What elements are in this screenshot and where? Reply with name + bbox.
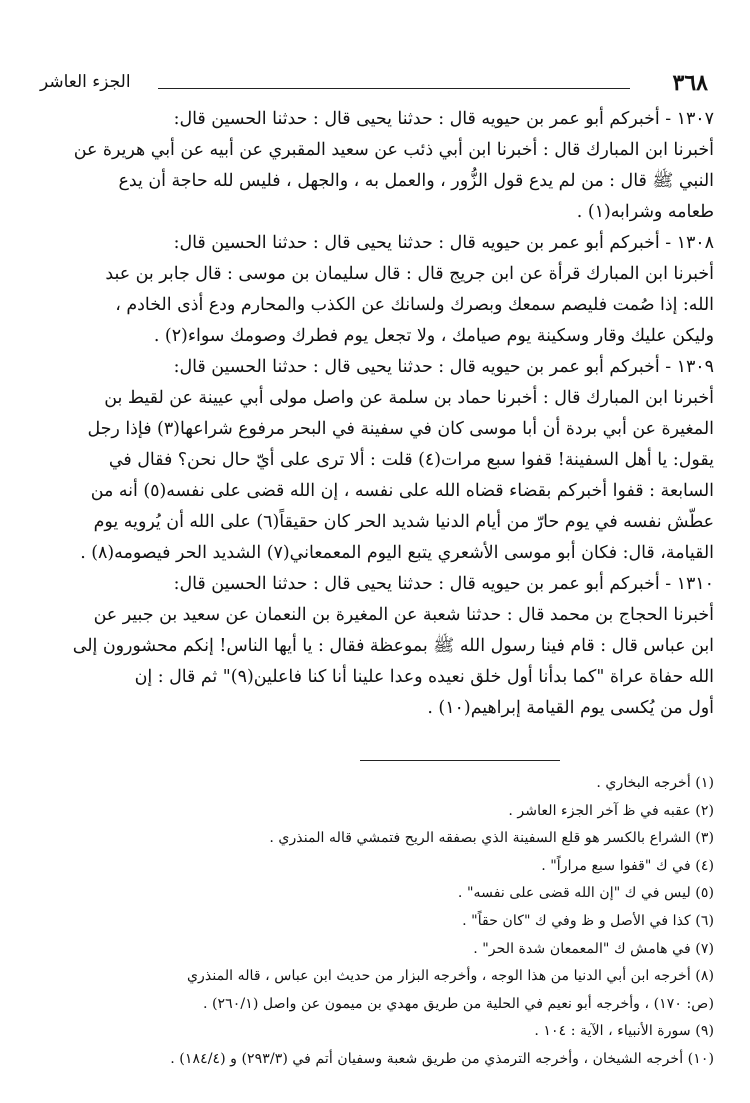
footnote: (٦) كذا في الأصل و ظ وفي ك "كان حقاً" . <box>462 912 714 929</box>
footnote: (٤) في ك "قفوا سبع مراراً" . <box>541 857 714 874</box>
hadith-line: أخبرنا ابن المبارك قرأة عن ابن جريج قال : قال سليمان بن موسى : قال جابر بن عبد <box>105 264 714 284</box>
volume-title: الجزء العاشر <box>40 72 131 92</box>
hadith-line: القيامة، قال: فكان أبو موسى الأشعري يتبع اليوم المعمعاني(٧) الشديد الحر فيصومه(٨) . <box>80 543 714 563</box>
hadith-line: ابن عباس قال : قام فينا رسول الله ﷺ بموعظة فقال : يا أيها الناس! إنكم محشورون إلى <box>72 636 714 656</box>
footnotes <box>34 770 714 1074</box>
footnote: (١٠) أخرجه الشيخان ، وأخرجه الترمذي من طريق شعبة وسفيان أتم في (٢٩٣/٣) و (١٨٤/٤) . <box>170 1050 714 1067</box>
footnote: (٣) الشراع بالكسر هو قلع السفينة الذي بصفقه الريح فتمشي قاله المنذري . <box>269 830 714 847</box>
hadith-line: النبي ﷺ قال : من لم يدع قول الزُّور ، والعمل به ، والجهل ، فليس لله حاجة أن يدع <box>118 171 714 191</box>
hadith-line: ١٣٠٧ - أخبركم أبو عمر بن حيويه قال : حدثنا يحيى قال : حدثنا الحسين قال: <box>173 109 714 129</box>
hadith-line: ١٣٠٩ - أخبركم أبو عمر بن حيويه قال : حدثنا يحيى قال : حدثنا الحسين قال: <box>173 357 714 377</box>
main-text <box>34 104 714 724</box>
running-header <box>40 70 708 102</box>
hadith-line: أخبرنا ابن المبارك قال : أخبرنا ابن أبي ذئب عن سعيد المقبري عن أبيه عن أبي هريرة عن <box>73 140 714 160</box>
hadith-line: المغيرة عن أبي بردة أن أبا موسى كان في سفينة في البحر مرفوع شراعها(٣) فإذا رجل <box>87 419 714 439</box>
hadith-line: أول من يُكسى يوم القيامة إبراهيم(١٠) . <box>427 698 714 718</box>
page-number: ٣٦٨ <box>672 70 708 96</box>
footnote: (٢) عقبه في ظ آخر الجزء العاشر . <box>508 802 714 819</box>
hadith-line: أخبرنا ابن المبارك قال : أخبرنا حماد بن سلمة عن واصل مولى أبي عيينة عن لقيط بن <box>104 388 714 408</box>
hadith-line: يقول: يا أهل السفينة! قفوا سبع مرات(٤) قلت : ألا ترى على أيّ حال نحن؟ فقال في <box>108 450 714 470</box>
header-rule <box>158 88 630 89</box>
footnote: (ص: ١٧٠) ، وأخرجه أبو نعيم في الحلية من طريق مهدي بن ميمون عن واصل (٢٦٠/١) . <box>202 995 714 1012</box>
hadith-line: ١٣١٠ - أخبركم أبو عمر بن حيويه قال : حدثنا يحيى قال : حدثنا الحسين قال: <box>173 574 714 594</box>
hadith-line: وليكن عليك وقار وسكينة يوم صيامك ، ولا تجعل يوم فطرك وصومك سواء(٢) . <box>153 326 714 346</box>
hadith-line: الله حفاة عراة "كما بدأنا أول خلق نعيده وعدا علينا أنا كنا فاعلين(٩)" ثم قال : إن <box>134 667 714 687</box>
footnote: (٧) في هامش ك "المعمعان شدة الحر" . <box>473 940 714 957</box>
hadith-line: السابعة : قفوا أخبركم بقضاء قضاه الله على نفسه ، إن الله قضى على نفسه(٥) أنه من <box>90 481 714 501</box>
footnote: (٩) سورة الأنبياء ، الآية : ١٠٤ . <box>534 1023 714 1040</box>
hadith-line: عطّش نفسه في يوم حارّ من أيام الدنيا شديد الحر كان حقيقاً(٦) على الله أن يُرويه يوم <box>93 512 714 532</box>
footnote-divider <box>360 760 560 761</box>
hadith-line: ١٣٠٨ - أخبركم أبو عمر بن حيويه قال : حدثنا يحيى قال : حدثنا الحسين قال: <box>173 233 714 253</box>
footnote: (٨) أخرجه ابن أبي الدنيا من هذا الوجه ، وأخرجه البزار من حديث ابن عباس ، قاله المنذري <box>186 968 714 985</box>
hadith-line: الله: إذا صُمت فليصم سمعك وبصرك ولسانك عن الكذب والمحارم ودع أذى الخادم ، <box>115 295 714 315</box>
footnote: (١) أخرجه البخاري . <box>596 775 714 791</box>
footnote: (٥) ليس في ك "إن الله قضى على نفسه" . <box>457 885 714 902</box>
hadith-line: أخبرنا الحجاج بن محمد قال : حدثنا شعبة عن المغيرة بن النعمان عن سعيد بن جبير عن <box>93 605 714 625</box>
hadith-line: طعامه وشرابه(١) . <box>576 202 714 222</box>
